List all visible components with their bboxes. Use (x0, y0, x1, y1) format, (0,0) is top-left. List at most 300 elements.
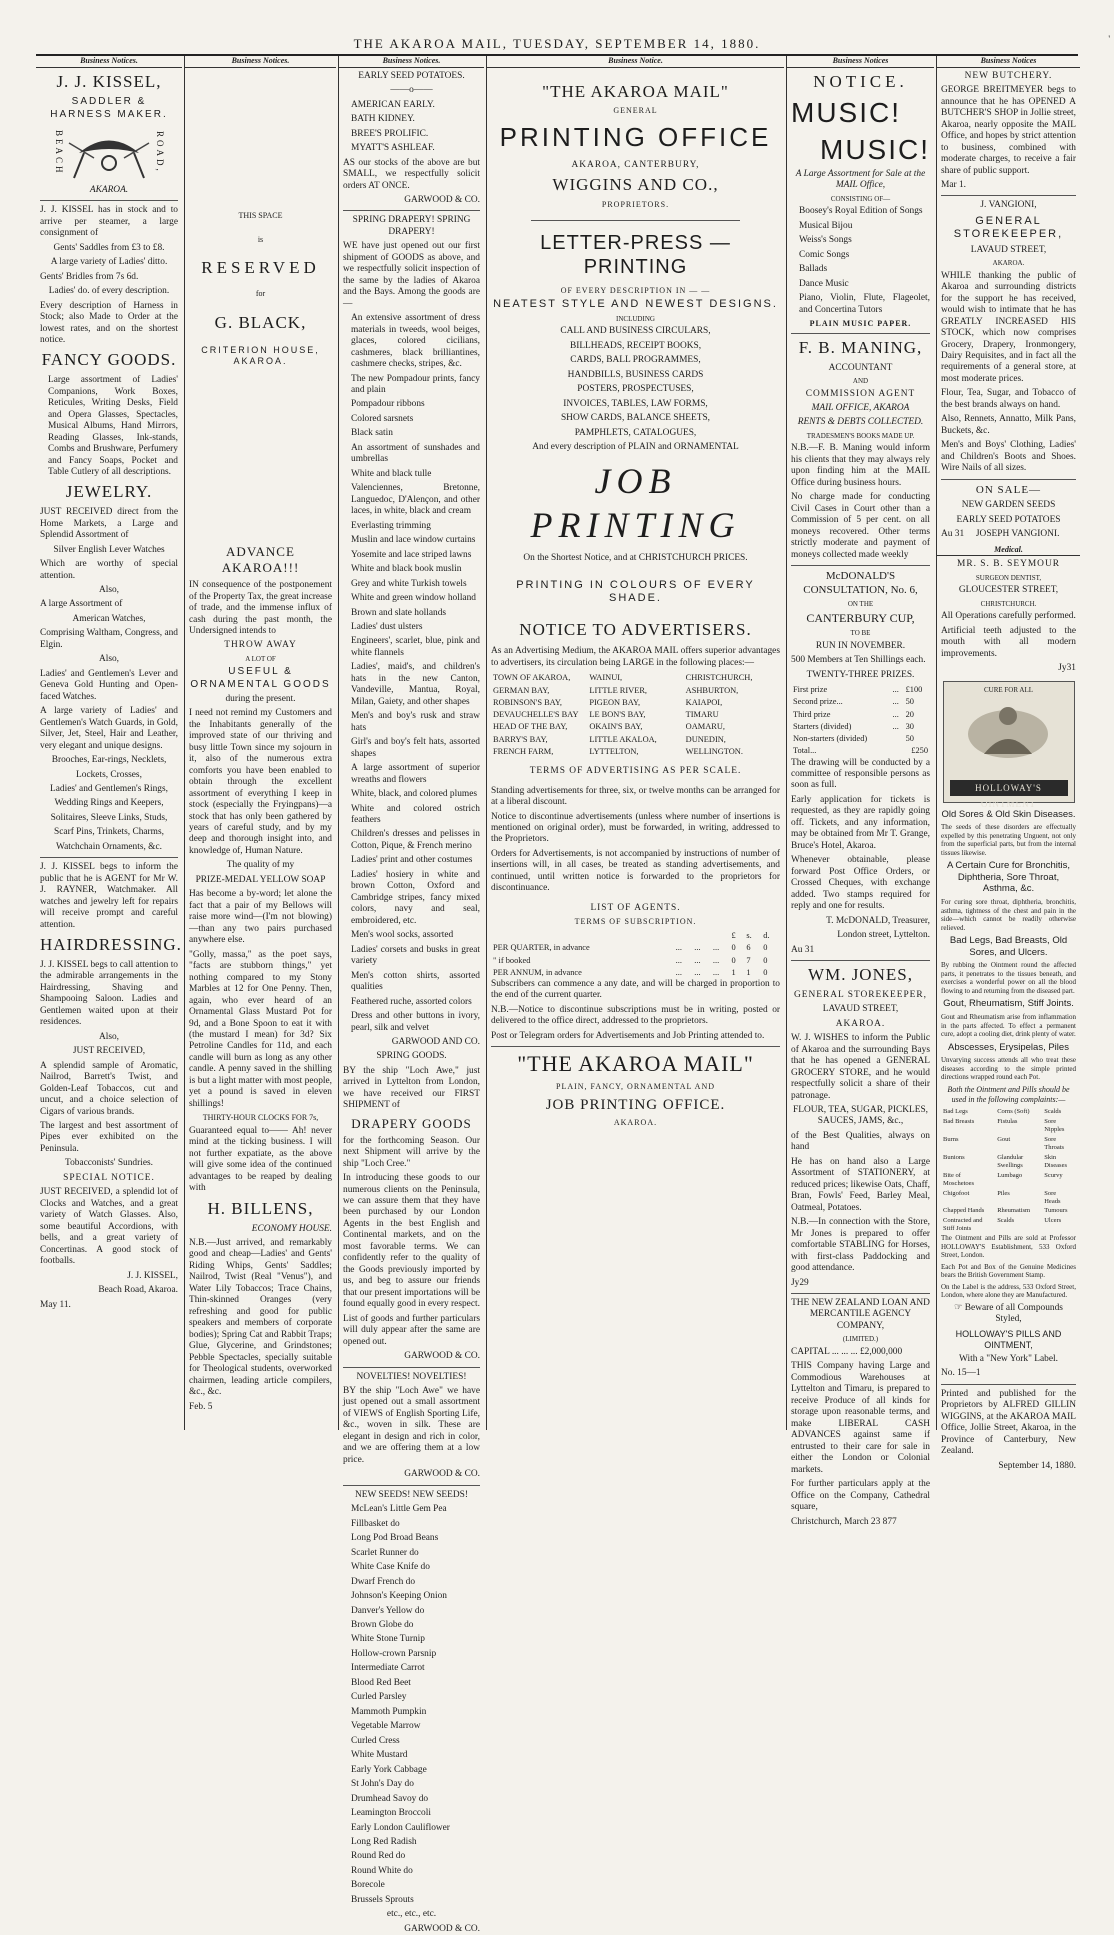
list-item: Leamington Broccoli (351, 1808, 431, 1819)
list-item: Scarlet Runner do (351, 1547, 419, 1558)
paragraph: On the Shortest Notice, and at CHRISTCHURCH PRICES. (523, 553, 748, 564)
paragraph: W. J. WISHES to inform the Public of Akaroa and the surrounding Bays that he has opened a GENERAL GROCERY STORE, and he would respectfully solicit a share of their patronage. (791, 1033, 930, 1101)
paragraph: Each Pot and Box of the Genuine Medicines bears the British Government Stamp. (941, 1262, 1076, 1280)
kissel-trade: SADDLER & HARNESS MAKER. (50, 96, 168, 120)
paragraph: THIRTY-HOUR CLOCKS FOR 7s, (202, 1113, 319, 1123)
music-list (791, 206, 930, 316)
list-item: PAMPHLETS, CATALOGUES, (574, 427, 697, 438)
list-item: Yosemite and lace striped lawns (351, 549, 472, 560)
paragraph: Comprising Waltham, Congress, and Elgin. (40, 628, 178, 650)
total-label: Total... (793, 746, 817, 756)
table-cell: ... (675, 967, 682, 977)
paragraph: N.B.—F. B. Maning would inform his clients that they may always rely upon finding him at the MAIL Office during business hours. (791, 443, 930, 488)
rents-debts: RENTS & DEBTS COLLECTED. (797, 417, 924, 428)
paragraph: GEORGE BREITMEYER begs to announce that he has OPENED A BUTCHER'S SHOP in Jollie street, Akaroa, nearly opposite the MAIL Office, and hopes by strict attention to business, combined with moderate charges, to receive a fair share of public support. (941, 85, 1076, 176)
list-item: SHOW CARDS, BALANCE SHEETS, (560, 413, 711, 424)
table-cell: 0 (731, 943, 736, 953)
paragraph: J. J. KISSEL begs to call attention to the admirable arrangements in the Hairdressing, Shaving and Shampooing Saloon. Ladies and Gentlemen waited upon at their residences. (40, 959, 178, 1028)
accountant: ACCOUNTANT (828, 362, 893, 373)
paragraph: A LOT OF (245, 654, 276, 663)
akaroa-label: AKAROA. (613, 1118, 658, 1128)
paragraph: As an Advertising Medium, the AKAROA MAIL offers superior advantages to advertisers, its circulation being LARGE in the following places:— (491, 646, 780, 668)
mail-title-2: "THE AKAROA MAIL" (517, 1051, 754, 1077)
table-cell: TIMARU (685, 710, 719, 720)
paragraph: J. J. KISSEL begs to inform the public that he is AGENT for Mr W. J. RAYNER, Watchmaker. All watches and jewelry left for repairs will receive prompt and careful attention. (40, 862, 178, 930)
list-item: White and green window holland (351, 593, 476, 604)
signature: T. McDONALD, Treasurer, (826, 915, 930, 926)
paragraph: Gents' Bridles from 7s 6d. (40, 271, 139, 282)
list-item: Everlasting trimming (351, 520, 431, 531)
list-item: Round Red do (351, 1851, 406, 1862)
town-row (491, 734, 780, 746)
printing-list (491, 326, 780, 439)
list-item: Brooches, Ear-rings, Necklets, (51, 755, 167, 766)
table-cell: FRENCH FARM, (493, 746, 554, 756)
music-heading-1: MUSIC! (791, 97, 901, 129)
list-item: Colored sarsnets (351, 413, 414, 424)
surgeon-dentist: SURGEON DENTIST, (975, 573, 1042, 582)
and-label: AND (852, 376, 869, 385)
akaroa-canterbury: AKAROA, CANTERBURY, (571, 159, 700, 170)
paragraph: IN consequence of the postponement of the Property Tax, the great increase of trade, and the immense influx of cash during the past month, the Undersigned intends to (189, 580, 332, 636)
separator: ——o—— (390, 85, 433, 96)
column-4 (486, 56, 784, 1430)
bad-legs-heading: Bad Legs, Bad Breasts, Old Sores, and Ulcers. (949, 935, 1068, 958)
date: Au 31 (791, 944, 815, 955)
town-row (491, 685, 780, 697)
list-item: Early York Cabbage (351, 1764, 427, 1775)
table-cell: PER ANNUM, in advance (493, 967, 582, 977)
list-item: Watchchain Ornaments, &c. (56, 841, 162, 852)
list-item: AMERICAN EARLY. (351, 99, 435, 110)
table-cell: Burns (943, 1136, 959, 1144)
table-cell: Bad Legs (943, 1108, 968, 1116)
spring-goods-heading: SPRING GOODS. (376, 1051, 447, 1062)
sores-heading: Old Sores & Old Skin Diseases. (941, 808, 1076, 820)
table-cell: ROBINSON'S BAY, (493, 697, 562, 707)
paragraph: Silver English Lever Watches (53, 544, 165, 555)
for-label: for (255, 288, 266, 298)
black-name: G. BLACK, (214, 312, 307, 332)
list-item: White Case Knife do (351, 1562, 430, 1573)
table-cell (891, 733, 904, 745)
date: May 11. (40, 1299, 71, 1310)
paragraph: Guaranteed equal to—— Ah! never mind at the ticking business. I will not further expatiate, as the above will give some idea of the continued advantages to be reaped by dealing with (189, 1126, 332, 1194)
paragraph: All Operations carefully performed. (941, 611, 1076, 622)
table-cell: Contracted and Stiff Joints (943, 1217, 983, 1233)
list-item: Brown and slate hollands (351, 607, 447, 618)
paragraph: On the Label is the address, 533 Oxford Street, London, where alone they are Manufactured. (941, 1282, 1076, 1300)
subscription-row (491, 955, 780, 967)
wiggins-name: WIGGINS AND CO., (552, 175, 719, 195)
job-printing-heading: JOB PRINTING (530, 460, 741, 545)
list-item: An assortment of sunshades and umbrellas (351, 442, 480, 465)
list-item: Boosey's Royal Edition of Songs (799, 206, 923, 217)
list-item: CARDS, BALL PROGRAMMES, (570, 355, 701, 366)
gout-heading: Gout, Rheumatism, Stiff Joints. (943, 998, 1074, 1010)
paragraph: Gout and Rheumatism arise from inflammation in the parts affected. To effect a permanent cure, adopt a cooling diet, drink plenty of water. (941, 1013, 1076, 1039)
subscription-table (491, 930, 780, 979)
town-row (491, 709, 780, 721)
list-item: St John's Day do (351, 1779, 414, 1790)
list-item: Valenciennes, Bretonne, Languedoc, D'Alençon, and other laces, in white, black and cream (351, 483, 480, 517)
signature: GARWOOD & CO. (404, 194, 480, 205)
garden-seeds: NEW GARDEN SEEDS (961, 500, 1056, 511)
paragraph: A large variety of Ladies' ditto. (50, 257, 168, 268)
jones-name: WM. JONES, (808, 965, 913, 985)
subscription-heading: TERMS OF SUBSCRIPTION. (574, 917, 697, 927)
paragraph: Flour, Tea, Sugar, and Tobacco of the best brands always on hand. (941, 388, 1076, 410)
this-space: THIS SPACE (238, 210, 283, 220)
paragraph: The largest and best assortment of Pipes ever exhibited on the Peninsula. (40, 1121, 178, 1154)
list-item: BREE'S PROLIFIC. (351, 128, 429, 139)
paragraph: Gents' Saddles from £3 to £8. (53, 242, 165, 253)
total-value: £250 (911, 746, 928, 756)
paragraph: JUST RECEIVED direct from the Home Markets, a Large and Splendid Assortment of (40, 507, 178, 541)
table-cell: 1 (731, 967, 736, 977)
list-item: Curled Parsley (351, 1692, 407, 1703)
paragraph: Early application for tickets is requested, as they are rapidly going off. Tickets, and any information, may be obtained from Mr T. Grange, Bruce's Hotel, Akaroa. (791, 794, 930, 851)
table-cell: 6 (746, 943, 751, 953)
table-cell: ... (675, 955, 682, 965)
table-cell: Non-starters (divided) (793, 734, 868, 744)
list-item: Wedding Rings and Keepers, (54, 798, 164, 809)
list-item: POSTERS, PROSPECTUSES, (577, 384, 694, 395)
paragraph: Artificial teeth adjusted to the mouth with all modern improvements. (941, 625, 1076, 659)
list-item: Piano, Violin, Flute, Flageolet, and Concertina Tutors (799, 293, 930, 315)
list-item: The new Pompadour prints, fancy and plain (351, 373, 480, 395)
table-cell: ... (712, 967, 720, 977)
list-item: Ladies' hosiery in white and brown Cotton, Oxford and Cambridge stripes, fancy mixed colors, navy and seal, embroidered, etc. (351, 869, 480, 926)
paragraph: of the Best Qualities, always on hand (791, 1130, 930, 1153)
prize-row (791, 733, 930, 745)
list-item: Men's wool socks, assorted (351, 930, 454, 941)
figure-icon (944, 694, 1072, 764)
general-label: GENERAL (613, 106, 658, 116)
table-cell: Glandular Swellings (997, 1153, 1024, 1169)
list-item: Brussels Sprouts (351, 1894, 414, 1905)
complaint-row (941, 1171, 1076, 1189)
list-item: White Stone Turnip (351, 1634, 425, 1645)
notice-advertisers-heading: NOTICE TO ADVERTISERS. (519, 619, 752, 639)
list-item: CALL AND BUSINESS CIRCULARS, (560, 326, 711, 337)
paragraph: Also, (98, 654, 120, 665)
beware-heading (941, 1303, 1076, 1326)
list-item: Johnson's Keeping Onion (351, 1591, 447, 1602)
paragraph: And every description of PLAIN and ORNAMENTAL (532, 442, 739, 453)
reserved-heading: RESERVED (201, 258, 320, 278)
list-item: MYATT'S ASHLEAF. (351, 143, 435, 154)
list-item: Round White do (351, 1865, 413, 1876)
list-item: Musical Bijou (799, 220, 853, 231)
both-label: Both the Ointment and Pills should be used in the following complaints:— (947, 1084, 1070, 1104)
consultation-heading: McDONALD'S CONSULTATION, No. 6, (803, 570, 918, 596)
table-header: £ (731, 931, 736, 941)
table-cell: Lumbago (997, 1171, 1023, 1179)
column-head: Business Notice. (487, 56, 784, 68)
column-head: Business Notices (787, 56, 934, 68)
terms-heading: TERMS OF ADVERTISING AS PER SCALE. (529, 766, 742, 777)
cure-for-all: CURE FOR ALL (983, 685, 1033, 694)
paragraph: N.B.—In connection with the Store, Mr Jones is prepared to offer comfortable STABLING for Horses, with first-class Paddocking and good attendance. (791, 1217, 930, 1274)
paragraph: AS our stocks of the above are but SMALL, we respectfully solicit orders AT ONCE. (343, 157, 480, 191)
table-cell: Tumours (1044, 1207, 1068, 1215)
list-item: White and black book muslin (351, 564, 462, 575)
bronchitis-heading: A Certain Cure for Bronchitis, Diphtheria, Sore Throat, Asthma, &c. (946, 860, 1071, 895)
jewelry-heading: JEWELRY. (65, 482, 153, 502)
abscess-heading: Abscesses, Erysipelas, Piles (948, 1041, 1069, 1053)
proprietors-label: PROPRIETORS. (601, 200, 670, 210)
table-cell: " if booked (493, 955, 531, 965)
list-item: Comic Songs (799, 249, 850, 260)
complaint-row (941, 1216, 1076, 1234)
table-cell: ... (712, 955, 720, 965)
paragraph: Men's and Boys' Clothing, Ladies' and Children's Boots and Shoes. Wire Nails of all sizes. (941, 440, 1076, 474)
list-item: BATH KIDNEY. (351, 114, 415, 125)
date: Mar 1. (941, 179, 966, 190)
paragraph: In introducing these goods to our numerous clients on the Peninsula, we can assure them that they have been purchased by our London Agents in the best English and Continental markets, and on the most favorable terms. We can confidently refer to the quality of the Goods previously imported by us, and beg to assure our friends that our present importations will be found equally good in every respect. (343, 1173, 480, 1310)
paragraph: For curing sore throat, diphtheria, bronchitis, asthma, tightness of the chest and pain in the side—which cannot be readily otherwise relieved. (941, 898, 1076, 932)
table-cell: 50 (905, 697, 914, 707)
signature: GARWOOD AND CO. (391, 1036, 480, 1047)
soap-heading: PRIZE-MEDAL YELLOW SOAP (195, 874, 326, 885)
date: September 14, 1880. (998, 1460, 1076, 1471)
table-cell: 0 (763, 955, 768, 965)
paragraph: for the forthcoming Season. Our next Shipment will arrive by the ship "Loch Cree." (343, 1135, 480, 1169)
date: Jy29 (791, 1277, 809, 1288)
complaint-row (941, 1189, 1076, 1207)
table-cell: ... (694, 967, 701, 977)
paragraph: Standing advertisements for three, six, or twelve months can be arranged for at a liberal discount. (491, 785, 780, 808)
towns-table (491, 672, 780, 758)
table-cell: ASHBURTON, (685, 685, 739, 695)
paragraph: BY the ship "Loch Awe," just arrived in Lyttelton from London, we have received our FIRST SHIPMENT of (343, 1065, 480, 1111)
list-item: BILLHEADS, RECEIPT BOOKS, (569, 340, 702, 351)
plain-fancy: PLAIN, FANCY, ORNAMENTAL AND (556, 1082, 715, 1092)
list-item: Ladies', maid's, and children's hats in the new Canton, Vandeville, Mantua, Royal, Milan, Gaiety, and other shapes (351, 662, 480, 707)
table-cell: Second prize... (793, 697, 843, 707)
list-item: White Mustard (351, 1750, 408, 1761)
paragraph: Ladies' do. of every description. (48, 286, 170, 297)
list-item: Ballads (799, 264, 828, 275)
paragraph: I need not remind my Customers and the Inhabitants generally of the improved state of our thriving and busy little Town since my sojourn in it, also of the numerous extra comforts you have been enabled to obtain through the excellent assortment of everything I keep in stock (especially the Fryingpans)—a stock that has only been gathered by years of careful study, and by my deep and thorough insight into, and knowledge of, Human Nature. (189, 708, 332, 856)
paragraph: Unvarying success attends all who treat these diseases according to the simple printed directions wrapped round each Pot. (941, 1056, 1076, 1082)
list-item: Brown Globe do (351, 1619, 414, 1630)
list-item: Men's and boy's rusk and straw hats (351, 711, 480, 733)
town-row (491, 746, 780, 758)
paragraph: THIS Company having Large and Commodious Warehouses at Lyttelton and Timaru, is prepared to receive Produce of all kinds for storage upon reasonable terms, and make LIBERAL CASH ADVANCES against same if entrusted to their care for sale in either the London or Colonial markets. (791, 1361, 930, 1475)
list-item: Solitaires, Sleeve Links, Studs, (50, 812, 168, 823)
table-cell: CHRISTCHURCH, (685, 673, 753, 683)
paragraph: Also, (98, 584, 120, 595)
table-cell: Sore Nipples (1044, 1118, 1065, 1134)
list-item: Ladies' dust ulsters (351, 621, 423, 632)
table-cell: PER QUARTER, in advance (493, 943, 590, 953)
list-item: Long Red Radish (351, 1837, 417, 1848)
list-item: Girl's and boy's felt hats, assorted shapes (351, 737, 480, 759)
hairdressing-heading: HAIRDRESSING. (40, 935, 182, 955)
consisting-label: CONSISTING OF— (830, 194, 891, 203)
complaints-table (941, 1107, 1076, 1234)
prizes-table (791, 684, 930, 758)
fancy-goods-heading: FANCY GOODS. (41, 350, 177, 370)
paragraph: 500 Members at Ten Shillings each. (791, 655, 926, 666)
paragraph: Also, (98, 1031, 120, 1042)
list-item: Dance Music (799, 278, 849, 289)
paragraph: Notice to discontinue advertisements (unless where number of insertions is mentioned on original order), must be forwarded, in writing, addressed to the Proprietors. (491, 811, 780, 845)
run-november: RUN IN NOVEMBER. (815, 640, 906, 651)
table-header: s. (746, 931, 752, 941)
lavaud-street: LAVAUD STREET, (822, 1004, 899, 1015)
list-item: Ladies' and Gentlemen's Rings, (50, 784, 168, 795)
prize-row (791, 721, 930, 733)
list-item: Grey and white Turkish towels (351, 578, 467, 589)
signature: GARWOOD & CO. (404, 1469, 480, 1480)
mail-title: "THE AKAROA MAIL" (542, 81, 729, 101)
paragraph: JUST RECEIVED, (72, 1046, 146, 1057)
general-storekeeper: GENERAL STOREKEEPER, (953, 214, 1064, 241)
paragraph: Christchurch, March 23 877 (791, 1516, 897, 1527)
table-cell: OAMARU, (685, 722, 725, 732)
criterion-house: CRITERION HOUSE, AKAROA. (201, 345, 320, 367)
job-printing-office: JOB PRINTING OFFICE. (545, 1096, 726, 1113)
list-item: A large assortment of superior wreaths and flowers (351, 763, 480, 785)
paragraph: No charge made for conducting Civil Cases in Court other than a Commission of 5 per cent. on all moneys recovered. Other terms strictly moderate and payment of moneys collected made weekly (791, 492, 930, 560)
column-head: Business Notices. (185, 56, 336, 68)
tradesmen-books: TRADESMEN'S BOOKS MADE UP. (806, 431, 915, 440)
list-item: Lockets, Crosses, (76, 769, 142, 780)
prize-row (791, 709, 930, 721)
notice-heading: NOTICE. (813, 71, 908, 91)
drapery-list (343, 313, 480, 1034)
lavaud-street: LAVAUD STREET, (970, 244, 1047, 255)
table-cell: ... (892, 697, 899, 707)
table-cell: DUNEDIN, (685, 734, 726, 744)
list-item: HANDBILLS, BUSINESS CARDS (567, 369, 704, 380)
table-cell: Starters (divided) (793, 721, 852, 731)
list-item: Intermediate Carrot (351, 1663, 425, 1674)
paragraph: He has on hand also a Large Assortment of STATIONERY, at reduced prices; likewise Oats, Chaff, Bran, Fowls' Feed, Barley Meal, Oatmeal, Potatoes. (791, 1156, 930, 1213)
date: Jy31 (1058, 663, 1076, 674)
to-be: TO BE (850, 629, 871, 638)
table-cell: Chapped Hands (943, 1207, 985, 1215)
list-item: INVOICES, TABLES, LAW FORMS, (563, 398, 708, 409)
table-cell: Bite of Moschetoes (943, 1171, 975, 1187)
list-item: Blood Red Beet (351, 1677, 411, 1688)
table-cell: Sore Throats (1044, 1136, 1065, 1151)
paragraph: Orders for Advertisements, is not accompanied by instructions of number of insertions will, in all cases, be treated as standing advertisements, and continued, until written notice is forwarded to the proprietors for discontinuance. (491, 848, 780, 894)
table-cell: KAIAPOI, (685, 697, 723, 707)
paragraph: The quality of my (226, 860, 295, 871)
paragraph: Ladies' and Gentlemen's Lever and Geneva Gold Hunting and Open-faced Watches. (40, 668, 178, 702)
table-cell: 0 (763, 943, 768, 953)
table-cell: 7 (746, 955, 751, 965)
table-cell: 1 (746, 967, 751, 977)
christchurch: CHRISTCHURCH. (980, 599, 1037, 608)
prize-row (791, 696, 930, 708)
list-item: Dwarf French do (351, 1576, 416, 1587)
table-cell: Bunions (943, 1153, 965, 1161)
table-cell: ... (892, 685, 899, 695)
road-label: ROAD, (154, 131, 165, 175)
list-item: Engineers', scarlet, blue, pink and white flannels (351, 636, 480, 658)
prize-row (791, 684, 930, 696)
list-item: White, black, and colored plumes (351, 789, 477, 800)
prizes-heading: TWENTY-THREE PRIZES. (806, 669, 915, 680)
list-item: Scarf Pins, Trinkets, Charms, (54, 827, 164, 838)
paragraph: N.B.—Just arrived, and remarkably good and cheap—Ladies' and Gents' Riding Whips, Gents' Saddles; Nailrod, Twist (Real "Venus"), and Water Lily Tobaccos; Trace Chains, Thin-skinned Oranges (very refreshing and good for public speakers and members of corporate bodies); Spring Cat and Rabbit Traps; Glue, Glycerine, and Grindstones; Pebble Spectacles, specially suitable for Theological students, overworked chairmen, leading article compilers, &c., &c. (189, 1238, 332, 1398)
including-label: INCLUDING (616, 314, 655, 323)
paragraph: For further particulars apply at the Office on the Company, Cathedral square, (791, 1479, 930, 1513)
paragraph: BY the ship "Loch Awe" we have just opened out a small assortment of VIEWS of English Sporting Life, &c., woven in silk. These are elegant in design and rich in color, and we are offering them at a low price. (343, 1386, 480, 1465)
ointment-banner: HOLLOWAY'S OINTMENT (950, 780, 1068, 796)
saddle-illustration (40, 123, 178, 183)
paragraph: List of goods and further particulars will duly appear after the same are opened out. (343, 1313, 480, 1347)
table-cell: Third prize (793, 709, 831, 719)
kissel-name: J. J. KISSEL, (56, 71, 162, 91)
table-cell: WAINUI, (589, 673, 623, 683)
spring-drapery-heading: SPRING DRAPERY! SPRING DRAPERY! (352, 215, 471, 237)
list-item: Children's dresses and pelisses in Cotton, Pique, & French merino (351, 829, 480, 851)
table-cell: Skin Diseases (1044, 1153, 1067, 1169)
column-2 (184, 56, 336, 1430)
paragraph: Every description of Harness in Stock; also Made to Order at the lowest rates, and on the shortest notice. (40, 300, 178, 346)
pointing-hand-icon: ☞ (954, 1302, 963, 1313)
list-item: Muslin and lace window curtains (351, 535, 476, 546)
capital: CAPITAL ... ... ... £2,000,000 (791, 1346, 903, 1357)
column-1 (36, 56, 182, 1430)
table-cell: HEAD OF THE BAY, (493, 722, 568, 732)
table-cell: Corns (Soft) (997, 1108, 1030, 1116)
paragraph: A Large Assortment for Sale at the MAIL Office, (795, 168, 926, 191)
table-cell: ... (892, 721, 899, 731)
table-cell: PIGEON BAY, (589, 697, 641, 707)
paragraph: Large assortment of Ladies' Companions, Work Boxes, Reticules, Writing Desks, Field and Opera Glasses, Spectacles, Musical Albums, Hand Mirrors, Reading Glasses, Ink-stands, Combs and Brushware, Perfumery and Fancy Soaps, Pocket and Table Cutlery of all descriptions. (48, 375, 178, 477)
table-cell: LYTTELTON, (589, 746, 639, 756)
mail-office: MAIL OFFICE, AKAROA (811, 402, 910, 413)
akaroa-label: AKAROA. (992, 259, 1025, 268)
butchery-heading: NEW BUTCHERY. (964, 70, 1053, 81)
edge-mark: ' (1108, 34, 1110, 44)
signature-line (941, 529, 1076, 540)
canterbury-cup: CANTERBURY CUP, (806, 611, 915, 626)
saddle-icon (64, 123, 154, 183)
paragraph: during the present. (225, 693, 296, 704)
table-cell: LITTLE RIVER, (589, 685, 648, 695)
table-cell: 0 (763, 967, 768, 977)
complaint-row (941, 1135, 1076, 1153)
music-paper: PLAIN MUSIC PAPER. (809, 319, 912, 329)
maning-name: F. B. MANING, (798, 337, 923, 357)
economy-house: ECONOMY HOUSE. (251, 1223, 332, 1234)
special-notice-heading: SPECIAL NOTICE. (63, 1172, 155, 1183)
complaint-row (941, 1107, 1076, 1117)
letterpress-heading: LETTER-PRESS — PRINTING (540, 231, 731, 279)
list-item: Ladies' print and other costumes (351, 855, 473, 866)
drapery-goods-heading: DRAPERY GOODS (351, 1115, 472, 1131)
table-cell: ... (694, 943, 701, 953)
paragraph: A large Assortment of (40, 599, 123, 610)
table-cell: LE BON'S BAY, (589, 710, 646, 720)
gloucester-street: GLOUCESTER STREET, (958, 585, 1059, 596)
list-item: Curled Cress (351, 1735, 400, 1746)
paragraph: American Watches, (72, 613, 146, 624)
on-the: ON THE (847, 599, 874, 608)
signature: J. J. KISSEL, (127, 1270, 178, 1281)
agents-heading: LIST OF AGENTS. (590, 902, 681, 913)
imprint: Printed and published for the Proprietors by ALFRED GILLIN WIGGINS, at the AKAROA MAIL Office, Jollie Street, Akaroa, in the Province of Canterbury, New Zealand. (941, 1388, 1076, 1457)
holloway-illustration (943, 681, 1075, 809)
